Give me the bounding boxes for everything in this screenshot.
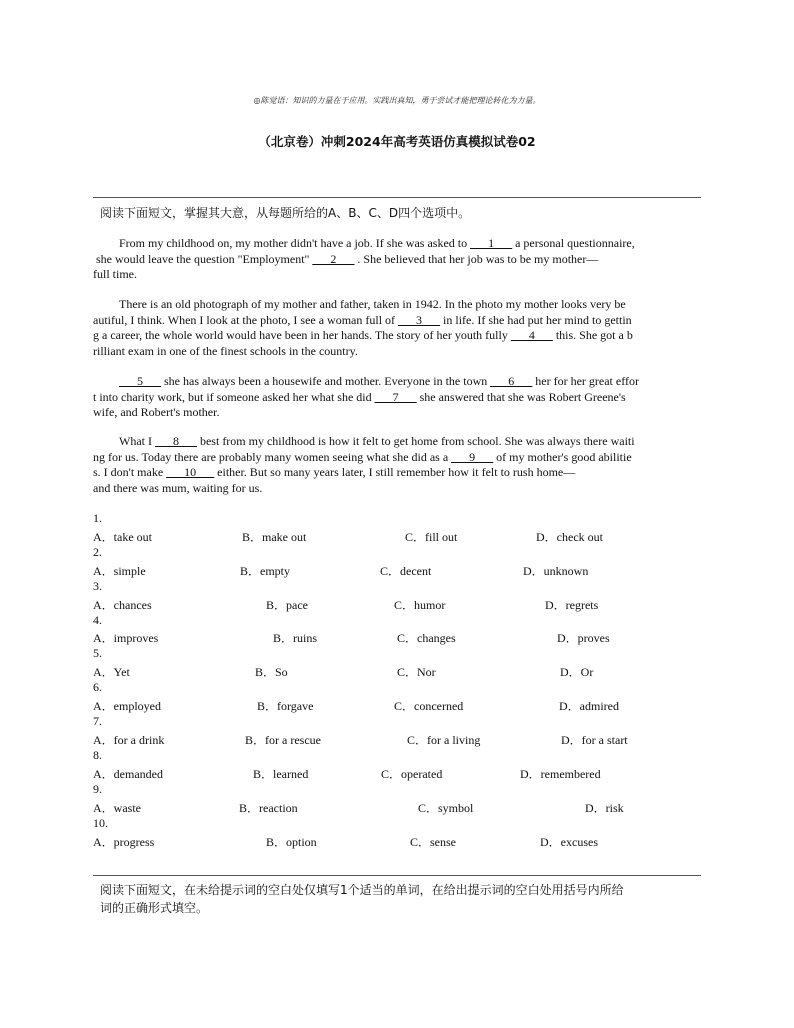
question-number: 10. xyxy=(93,816,108,830)
option-d[interactable]: D．unknown xyxy=(523,564,589,578)
option-b[interactable]: B．ruins xyxy=(273,631,318,645)
option-b[interactable]: B．So xyxy=(255,665,288,679)
option-d[interactable]: D．for a start xyxy=(561,733,628,747)
option-d[interactable]: D．excuses xyxy=(540,835,598,849)
option-d[interactable]: D．risk xyxy=(585,801,624,815)
option-a[interactable]: A．Yet xyxy=(93,665,130,679)
option-a[interactable]: A．progress xyxy=(93,835,155,849)
option-b[interactable]: B．learned xyxy=(253,767,309,781)
divider-bottom xyxy=(93,875,701,876)
question-number: 9. xyxy=(93,782,102,796)
header-motto: ◎陈觉语：知识的力量在于应用。实践出真知，勇于尝试才能把理论转化为力量。 xyxy=(253,96,541,105)
blank-9: ___9___ xyxy=(451,449,494,464)
section2-instruction: 阅读下面短文，在未给提示词的空白处仅填写1个适当的单词，在给出提示词的空白处用括号内所给 词的正确形式填空。 xyxy=(100,883,624,915)
question-number: 3. xyxy=(93,579,102,593)
option-a[interactable]: A．improves xyxy=(93,631,159,645)
option-a[interactable]: A．demanded xyxy=(93,767,163,781)
question-number: 1. xyxy=(93,511,102,525)
blank-8: ___8___ xyxy=(154,434,197,448)
blank-5: ___5___ xyxy=(119,374,161,388)
option-b[interactable]: B．reaction xyxy=(239,801,298,815)
option-b[interactable]: B．for a rescue xyxy=(245,733,321,747)
passage-paragraph-4: What I ___8___ best from my childhood is how it felt to get home from school. She was always there waiti ng for us. Today there are probably many women seeing what she did as a ___9___ of my mother's good abilitie s. I don't make ___10___ either. But so many years later, I still remember how it felt to rush home— and there was mum, waiting for us. xyxy=(93,434,635,495)
option-d[interactable]: D．admired xyxy=(559,699,619,713)
blank-4: ___4___ xyxy=(510,328,553,342)
option-d[interactable]: D．check out xyxy=(536,530,603,544)
option-a[interactable]: A．waste xyxy=(93,801,141,815)
option-d[interactable]: D．remembered xyxy=(520,767,601,781)
option-d[interactable]: D．regrets xyxy=(545,598,599,612)
option-c[interactable]: C．sense xyxy=(410,835,456,849)
option-c[interactable]: C．changes xyxy=(397,631,456,645)
option-a[interactable]: A．take out xyxy=(93,530,152,544)
blank-2: ___2___ xyxy=(312,251,355,266)
blank-10: ___10___ xyxy=(166,465,215,479)
blank-7: ___7___ xyxy=(374,389,417,404)
option-a[interactable]: A．employed xyxy=(93,699,161,713)
option-c[interactable]: C．concerned xyxy=(394,699,464,713)
option-a[interactable]: A．simple xyxy=(93,564,146,578)
option-b[interactable]: B．forgave xyxy=(257,699,314,713)
divider-top xyxy=(93,197,701,198)
question-number: 7. xyxy=(93,714,102,728)
blank-1: ___1___ xyxy=(470,236,513,250)
question-number: 4. xyxy=(93,613,102,627)
option-b[interactable]: B．pace xyxy=(266,598,308,612)
option-c[interactable]: C．Nor xyxy=(397,665,436,679)
option-c[interactable]: C．for a living xyxy=(407,733,481,747)
question-number: 6. xyxy=(93,680,102,694)
option-c[interactable]: C．symbol xyxy=(418,801,474,815)
option-b[interactable]: B．empty xyxy=(240,564,290,578)
option-b[interactable]: B．make out xyxy=(242,530,307,544)
option-c[interactable]: C．operated xyxy=(381,767,443,781)
option-d[interactable]: D．proves xyxy=(557,631,610,645)
blank-6: ___6___ xyxy=(490,374,533,388)
question-number: 8. xyxy=(93,748,102,762)
option-c[interactable]: C．fill out xyxy=(405,530,458,544)
page-title: （北京卷）冲刺2024年高考英语仿真模拟试卷02 xyxy=(258,134,536,149)
option-c[interactable]: C．decent xyxy=(380,564,432,578)
option-a[interactable]: A．chances xyxy=(93,598,152,612)
option-d[interactable]: D．Or xyxy=(560,665,594,679)
section1-instruction: 阅读下面短文，掌握其大意，从每题所给的A、B、C、D四个选项中。 xyxy=(100,206,471,220)
option-a[interactable]: A．for a drink xyxy=(93,733,165,747)
question-number: 5. xyxy=(93,646,102,660)
passage-paragraph-2: There is an old photograph of my mother and father, taken in 1942. In the photo my mother looks very be autiful, I think. When I look at the photo, I see a woman full of ___3___ in life. If she had put her mind to gettin g a career, the whole world would have been in her hands. The story of her youth fully ___4___ this. She got a b rilliant exam in one of the finest schools in the country. xyxy=(93,297,633,358)
question-number: 2. xyxy=(93,545,102,559)
blank-3: ___3___ xyxy=(398,312,441,327)
passage-paragraph-1: From my childhood on, my mother didn't have a job. If she was asked to ___1___ a personal questionnaire, she would leave the question "Employment" ___2___ . She believed that her job was to be my mother— full time. xyxy=(93,236,635,281)
passage-paragraph-3: ___5___ she has always been a housewife and mother. Everyone in the town ___6___ her for her great effor t into charity work, but if someone asked her what she did ___7___ she answered that she was Robert Greene's wife, and Robert's mother. xyxy=(93,374,639,419)
option-c[interactable]: C．humor xyxy=(394,598,446,612)
option-b[interactable]: B．option xyxy=(266,835,317,849)
